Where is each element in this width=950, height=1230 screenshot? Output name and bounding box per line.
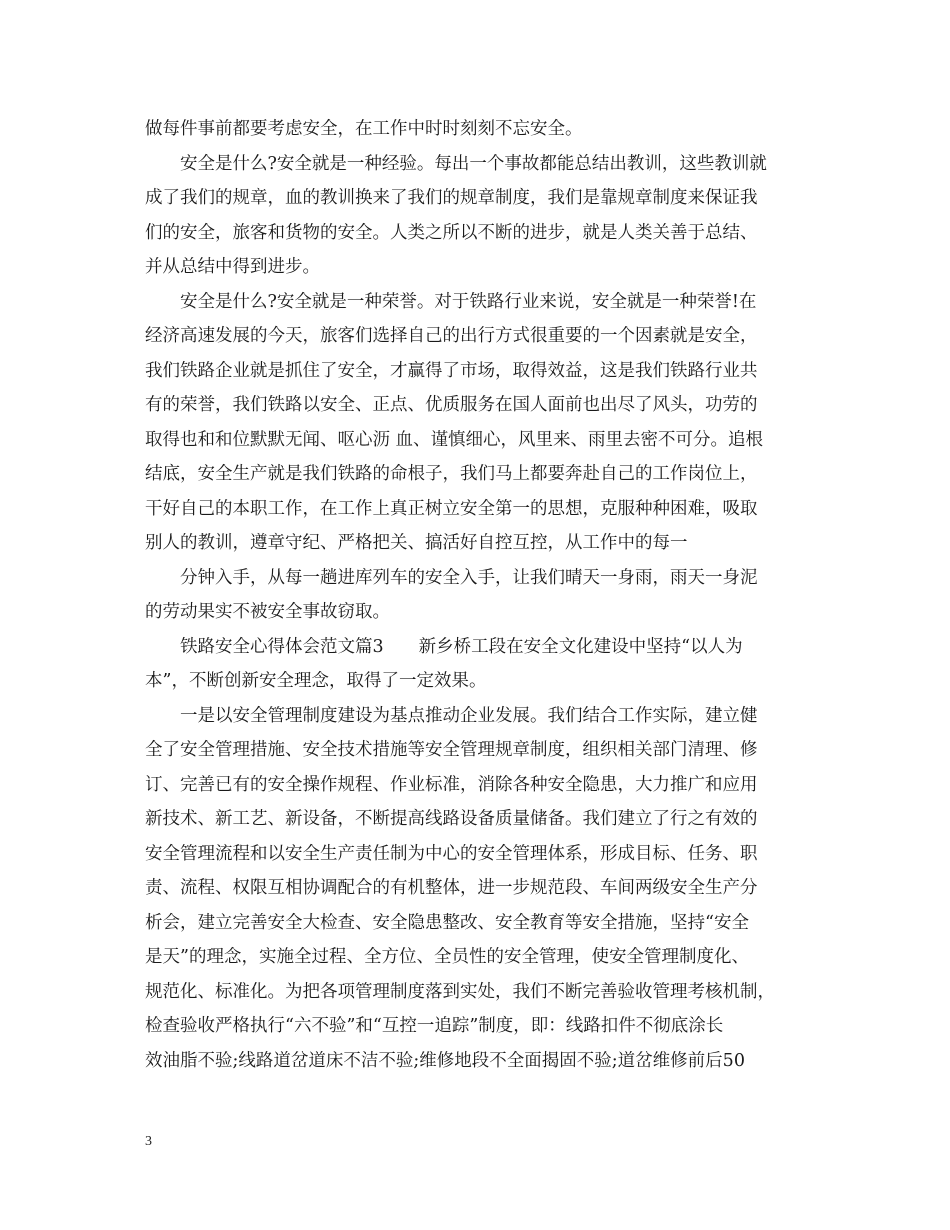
text-line: 全了安全管理措施、安全技术措施等安全管理规章制度，组织相关部门清理、修: [145, 740, 758, 760]
text-line: 们的安全，旅客和货物的安全。人类之所以不断的进步，就是人类关善于总结、: [145, 222, 758, 243]
text-line: 本”，不断创新安全理念，取得了一定效果。: [145, 671, 487, 691]
text-line: 是天”的理念，实施全过程、全方位、全员性的安全管理，使安全管理制度化、: [145, 947, 749, 967]
text-line: 责、流程、权限互相协调配合的有机整体，进一步规范段、车间两级安全生产分: [145, 878, 758, 898]
text-line: 规范化、标准化。为把各项管理制度落到实处，我们不断完善验收管理考核机制，: [145, 981, 775, 1002]
text-line: 别人的教训，遵章守纪、严格把关、搞活好自控互控，从工作中的每一: [145, 533, 688, 553]
text-line: 效油脂不验;线路道岔道床不洁不验;维修地段不全面揭固不验;道岔维修前后50: [145, 1050, 745, 1071]
text-line: 的劳动果实不被安全事故窃取。: [145, 602, 390, 622]
text-line: 订、完善已有的安全操作规程、作业标准，消除各种安全隐患，大力推广和应用: [145, 774, 758, 795]
page-number: 3: [145, 1134, 152, 1149]
text-line: 干好自己的本职工作，在工作上真正树立安全第一的思想，克服种种困难，吸取: [145, 498, 758, 519]
text-line: 结底，安全生产就是我们铁路的命根子，我们马上都要奔赴自己的工作岗位上，: [145, 464, 758, 484]
text-line: 安全管理流程和以安全生产责任制为中心的安全管理体系，形成目标、任务、职: [145, 843, 758, 864]
text-line: 检查验收严格执行“六不验”和“互控一追踪”制度，即：线路扣件不彻底涂长: [145, 1016, 724, 1036]
body-text: [145, 112, 815, 1078]
text-line: 并从总结中得到进步。: [145, 257, 320, 277]
text-line: 安全是什么?安全就是一种经验。每出一个事故都能总结出教训，这些教训就: [180, 153, 767, 174]
text-line: 经济高速发展的今天，旅客们选择自己的出行方式很重要的一个因素就是安全，: [145, 326, 758, 346]
text-line: 成了我们的规章，血的教训换来了我们的规章制度，我们是靠规章制度来保证我: [145, 188, 758, 208]
text-line: 新技术、新工艺、新设备，不断提高线路设备质量储备。我们建立了行之有效的: [145, 809, 758, 829]
text-line: 分钟入手，从每一趟进库列车的安全入手，让我们晴天一身雨，雨天一身泥: [180, 567, 758, 588]
text-line: 取得也和和位默默无闻、呕心沥 血、谨慎细心，风里来、雨里去密不可分。追根: [145, 429, 764, 450]
text-line: 析会，建立完善安全大检查、安全隐患整改、安全教育等安全措施，坚持“安全: [145, 912, 749, 933]
text-line: 有的荣誉，我们铁路以安全、正点、优质服务在国人面前也出尽了风头，功劳的: [145, 395, 758, 415]
text-line: 一是以安全管理制度建设为基点推动企业发展。我们结合工作实际，建立健: [180, 705, 758, 726]
text-line: 做每件事前都要考虑安全，在工作中时时刻刻不忘安全。: [145, 119, 583, 139]
text-line: 安全是什么?安全就是一种荣誉。对于铁路行业来说，安全就是一种荣誉!在: [180, 291, 757, 312]
text-line: 铁路安全心得体会范文篇3 新乡桥工段在安全文化建设中坚持“以人为: [180, 636, 743, 657]
text-line: 我们铁路企业就是抓住了安全，才赢得了市场，取得效益，这是我们铁路行业共: [145, 360, 758, 381]
